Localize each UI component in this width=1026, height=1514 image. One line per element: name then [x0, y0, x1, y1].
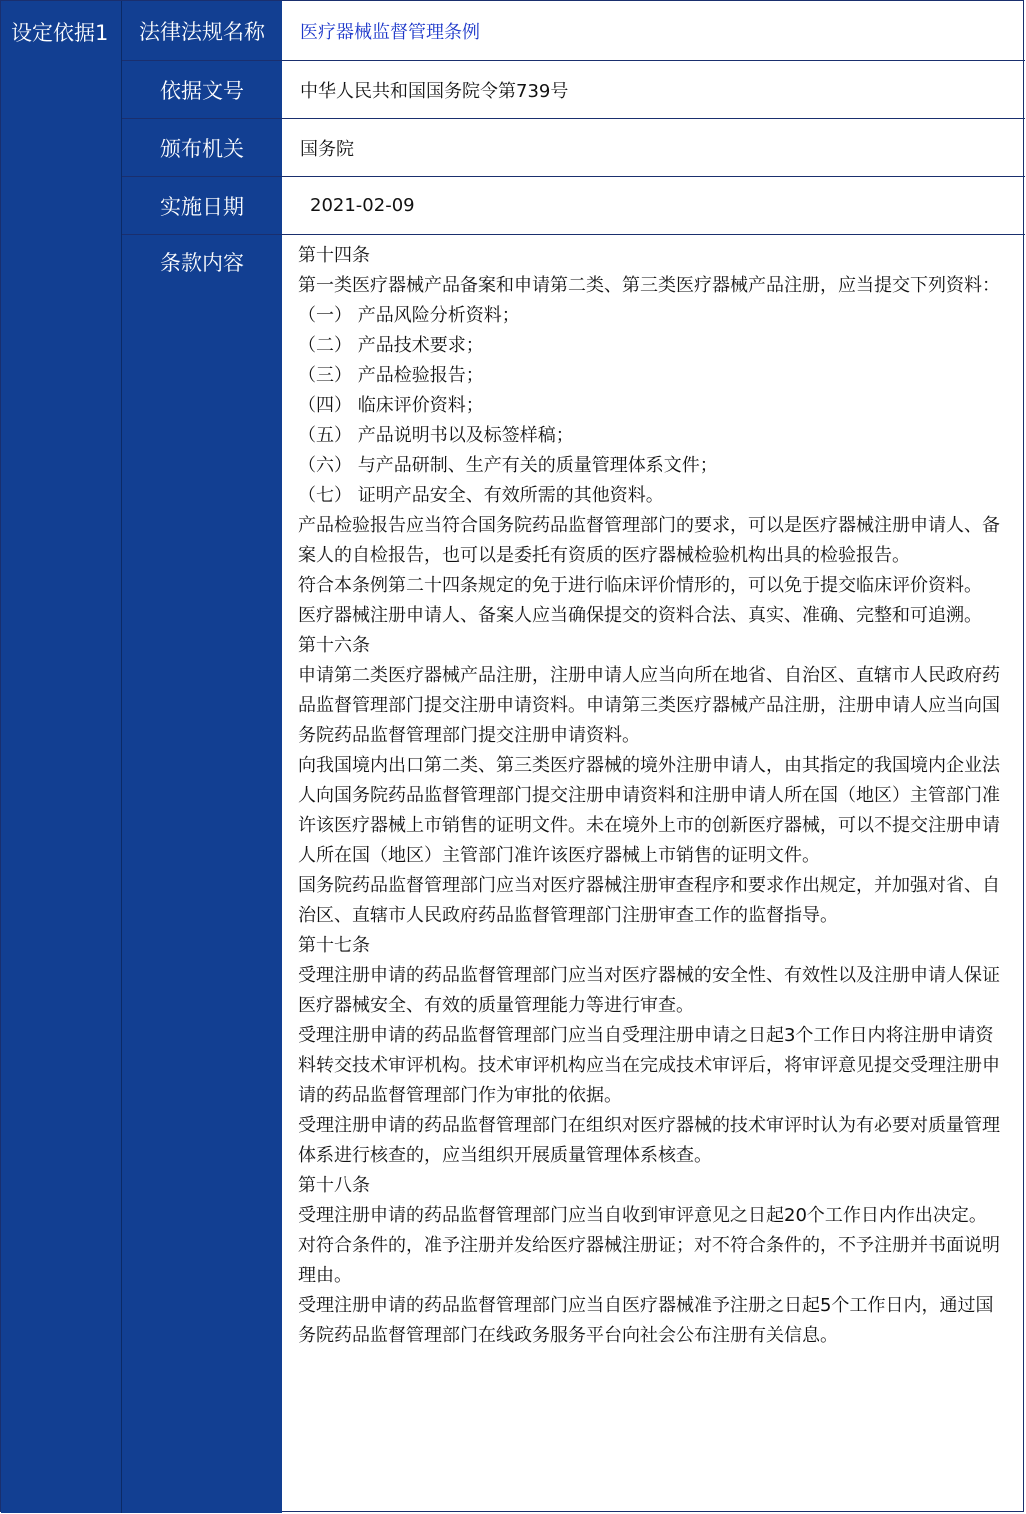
date-value: 2021-02-09	[310, 195, 415, 216]
content-paragraph: （二） 产品技术要求；	[298, 335, 484, 356]
content-paragraph: 第十四条	[298, 245, 370, 266]
content-paragraph: （五） 产品说明书以及标签样稿；	[298, 425, 574, 446]
doc-no-label: 依据文号	[122, 61, 282, 118]
content-paragraph: 受理注册申请的药品监督管理部门在组织对医疗器械的技术审评时认为有必要对质量管理体系进行核查的，应当组织开展质量管理体系核查。	[298, 1115, 1000, 1166]
date-label: 实施日期	[122, 177, 282, 234]
content-paragraph: 受理注册申请的药品监督管理部门应当对医疗器械的安全性、有效性以及注册申请人保证医疗器械安全、有效的质量管理能力等进行审查。	[298, 965, 1000, 1016]
content-paragraph: 医疗器械注册申请人、备案人应当确保提交的资料合法、真实、准确、完整和可追溯。	[298, 605, 982, 626]
content-paragraph: 国务院药品监督管理部门应当对医疗器械注册审查程序和要求作出规定，并加强对省、自治区、直辖市人民政府药品监督管理部门注册审查工作的监督指导。	[298, 875, 1000, 926]
content-paragraph: 符合本条例第二十四条规定的免于进行临床评价情形的，可以免于提交临床评价资料。	[298, 575, 982, 596]
row-issuer	[122, 119, 1025, 177]
content-label: 条款内容	[122, 235, 282, 1513]
content-paragraph: （七） 证明产品安全、有效所需的其他资料。	[298, 485, 664, 506]
content-paragraph: 向我国境内出口第二类、第三类医疗器械的境外注册申请人，由其指定的我国境内企业法人向国务院药品监督管理部门提交注册申请资料和注册申请人所在国（地区）主管部门准许该医疗器械上市销售的证明文件。未在境外上市的创新医疗器械，可以不提交注册申请人所在国（地区）主管部门准许该医疗器械上市销售的证明文件。	[298, 755, 1000, 866]
row-law-name	[122, 1, 1025, 61]
content-paragraph: （四） 临床评价资料；	[298, 395, 484, 416]
content-paragraph: 申请第二类医疗器械产品注册，注册申请人应当向所在地省、自治区、直辖市人民政府药品监督管理部门提交注册申请资料。申请第三类医疗器械产品注册，注册申请人应当向国务院药品监督管理部门提交注册申请资料。	[298, 665, 1000, 746]
content-paragraph: （一） 产品风险分析资料；	[298, 305, 520, 326]
content-paragraph: 第十七条	[298, 935, 370, 956]
issuer-value: 国务院	[300, 138, 354, 160]
content-paragraph: 第一类医疗器械产品备案和申请第二类、第三类医疗器械产品注册，应当提交下列资料：	[298, 275, 1000, 296]
law-name-link[interactable]: 医疗器械监督管理条例	[300, 21, 480, 43]
content-paragraph: （六） 与产品研制、生产有关的质量管理体系文件；	[298, 455, 718, 476]
content-paragraph: （三） 产品检验报告；	[298, 365, 484, 386]
law-name-label: 法律法规名称	[122, 1, 282, 60]
issuer-label: 颁布机关	[122, 119, 282, 176]
section-label: 设定依据1	[11, 21, 109, 45]
doc-no-value: 中华人民共和国国务院令第739号	[300, 80, 569, 102]
content-paragraph: 第十六条	[298, 635, 370, 656]
content-paragraph: 产品检验报告应当符合国务院药品监督管理部门的要求，可以是医疗器械注册申请人、备案人的自检报告，也可以是委托有资质的医疗器械检验机构出具的检验报告。	[298, 515, 1000, 566]
row-content	[122, 235, 1025, 1513]
content-paragraph: 受理注册申请的药品监督管理部门应当自收到审评意见之日起20个工作日内作出决定。对符合条件的，准予注册并发给医疗器械注册证；对不符合条件的，不予注册并书面说明理由。	[298, 1205, 1000, 1286]
content-paragraph: 受理注册申请的药品监督管理部门应当自医疗器械准予注册之日起5个工作日内，通过国务院药品监督管理部门在线政务服务平台向社会公布注册有关信息。	[298, 1295, 994, 1346]
section-column	[1, 1, 122, 1513]
content-text	[282, 241, 1025, 1351]
content-paragraph: 受理注册申请的药品监督管理部门应当自受理注册申请之日起3个工作日内将注册申请资料转交技术审评机构。技术审评机构应当在完成技术审评后，将审评意见提交受理注册申请的药品监督管理部门作为审批的依据。	[298, 1025, 1000, 1106]
row-doc-no	[122, 61, 1025, 119]
content-paragraph: 第十八条	[298, 1175, 370, 1196]
row-date	[122, 177, 1025, 235]
